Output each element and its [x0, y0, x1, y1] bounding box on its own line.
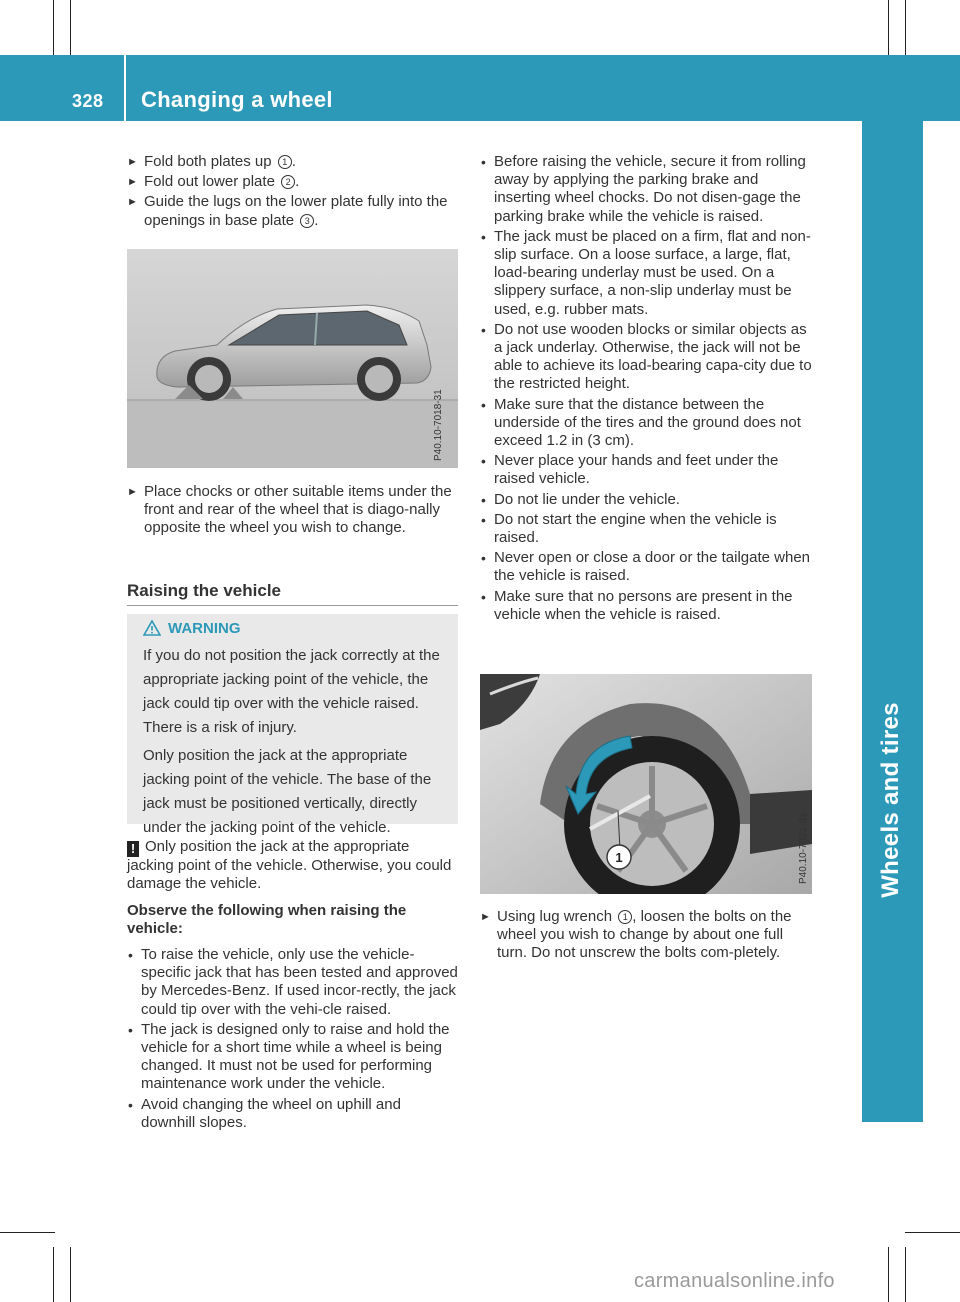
bullet-icon: • [481, 588, 486, 605]
callout-number: 2 [281, 175, 295, 189]
step-arrow-icon: ► [127, 156, 138, 168]
list-item [480, 321, 812, 394]
step-text: Fold both plates up [144, 153, 276, 170]
wheel-wrench-figure [480, 674, 812, 894]
wheel-wrench-illustration [480, 674, 812, 894]
wrench-callout-number: 1 [615, 850, 623, 865]
step-text-end: . [314, 211, 319, 229]
step-text: Guide the lugs on the lower plate fully into the openings in base plate [144, 193, 448, 229]
list-item-text: The jack is designed only to raise and hold the vehicle for a short time while a wheel is being changed. It must not be used for performing maintenance work under the vehicle. [141, 1020, 450, 1093]
exclamation-icon: ! [127, 841, 139, 857]
list-item [480, 228, 812, 319]
warning-body [143, 644, 446, 844]
crop-mark [888, 0, 889, 55]
list-item [480, 588, 812, 624]
crop-mark [70, 1247, 71, 1302]
lug-step [480, 908, 812, 965]
header-divider [124, 55, 126, 121]
callout-number: 1 [278, 155, 292, 169]
step-arrow-icon: ► [127, 176, 138, 189]
left-bullet-list [127, 946, 458, 1134]
step-text-end: . [295, 173, 300, 191]
list-item [480, 452, 812, 488]
crop-mark [53, 0, 54, 55]
bullet-icon: • [481, 154, 486, 170]
side-tab-lower [862, 912, 923, 1122]
crop-mark [888, 1247, 889, 1302]
list-item [480, 491, 812, 509]
list-item-text: To raise the vehicle, only use the vehicle-specific jack that has been tested and approved by Mercedes-Benz. If used incor-rectly, the jack could tip over with the vehi-cle raised. [141, 946, 458, 1018]
warning-triangle-icon [143, 620, 161, 636]
crop-mark [905, 1247, 906, 1302]
step-item [127, 173, 458, 191]
warning-paragraph: If you do not position the jack correctly at the appropriate jacking point of the vehicle, the jack could tip over with the vehicle raised. There is a risk of injury. [143, 647, 440, 736]
warning-label: WARNING [168, 620, 241, 637]
warning-box [127, 614, 458, 836]
bullet-icon: • [481, 396, 486, 413]
note [127, 838, 458, 893]
list-item-text: Avoid changing the wheel on uphill and downhill slopes. [141, 1095, 401, 1131]
list-item-text: Never open or close a door or the tailgate when the vehicle is raised. [494, 549, 811, 585]
bullet-icon: • [481, 453, 486, 470]
step-item [480, 908, 812, 963]
list-item-text: Do not use wooden blocks or similar objects as a jack underlay. Otherwise, the jack will not be able to achieve its load-bearing capa-city due to the restricted height. [494, 320, 812, 393]
step-item [127, 153, 458, 171]
step-text: Place chocks or other suitable items under the front and rear of the wheel that is diago-nally opposite the wheel you wish to change. [144, 483, 452, 537]
list-item-text: Make sure that no persons are present in the vehicle when the vehicle is raised. [494, 587, 793, 623]
watermark: carmanualsonline.info [634, 1270, 835, 1292]
crop-mark [53, 1247, 54, 1302]
page-title: Changing a wheel [141, 87, 333, 112]
left-steps [127, 153, 458, 232]
list-item-text: Do not lie under the vehicle. [494, 490, 680, 508]
bullet-icon: • [128, 947, 133, 963]
list-item-text: Before raising the vehicle, secure it from rolling away by applying the parking brake and inserting wheel chocks. Do not disen-gage the parking brake while the vehicle is raised. [494, 153, 806, 225]
step-text-end: , loosen the bolts on the wheel you wish to change by about one full turn. Do not unscrew the bolts com-pletely. [497, 908, 792, 962]
list-item-text: The jack must be placed on a firm, flat and non-slip surface. On a loose surface, a large, flat, load-bearing underlay must be used. On a slippery surface, a non-slip underlay must be used, e.g. rubber mats. [494, 227, 811, 318]
list-item [480, 549, 812, 585]
section-rule [127, 605, 458, 606]
bullet-icon: • [481, 321, 486, 338]
step-arrow-icon: ► [480, 911, 491, 923]
list-item [127, 1021, 458, 1094]
bullet-icon: • [128, 1096, 133, 1113]
list-item [127, 946, 458, 1019]
callout-number: 1 [618, 910, 632, 924]
list-item [480, 396, 812, 451]
bullet-icon: • [481, 511, 486, 528]
right-bullet-list [480, 153, 812, 626]
figure-code: P40.10-7018-31 [433, 389, 444, 461]
chock-step [127, 483, 458, 540]
bullet-icon: • [128, 1021, 133, 1038]
step-item [127, 193, 458, 229]
side-tab-text: Wheels and tires [877, 702, 904, 898]
step-arrow-icon: ► [127, 196, 138, 209]
step-text-end: . [291, 153, 296, 170]
crop-mark [905, 0, 906, 55]
list-item-text: Do not start the engine when the vehicle is raised. [494, 510, 777, 547]
list-item [127, 1096, 458, 1132]
figure-code: P40.10-7021-31 [798, 812, 809, 884]
bullet-icon: • [481, 550, 486, 567]
bullet-icon: • [481, 228, 486, 245]
step-item [127, 483, 458, 538]
car-side-illustration [127, 249, 458, 468]
warning-paragraph: Only position the jack at the appropriate jacking point of the vehicle. The base of the jack must be positioned vertically, directly under the jacking point of the vehicle. [143, 747, 432, 836]
page-number: 328 [72, 91, 104, 111]
note-text: Only position the jack at the appropriate jacking point of the vehicle. Otherwise, you could damage the vehicle. [127, 838, 452, 893]
section-heading: Raising the vehicle [127, 581, 281, 600]
list-item-text: Never place your hands and feet under the raised vehicle. [494, 452, 779, 488]
list-item-text: Make sure that the distance between the underside of the tires and the ground does not exceed 1.2 in (3 cm). [494, 395, 801, 450]
crop-mark [905, 1232, 960, 1233]
crop-mark [0, 1232, 55, 1233]
list-item [480, 153, 812, 226]
step-text: Using lug wrench [497, 908, 617, 925]
observe-heading: Observe the following when raising the vehicle: [127, 902, 407, 938]
step-text: Fold out lower plate [144, 173, 280, 191]
bullet-icon: • [481, 491, 486, 508]
crop-mark [70, 0, 71, 55]
step-arrow-icon: ► [127, 486, 138, 498]
callout-number: 3 [300, 214, 314, 228]
list-item [480, 511, 812, 547]
car-side-figure [127, 249, 458, 468]
header-bar [0, 55, 960, 121]
